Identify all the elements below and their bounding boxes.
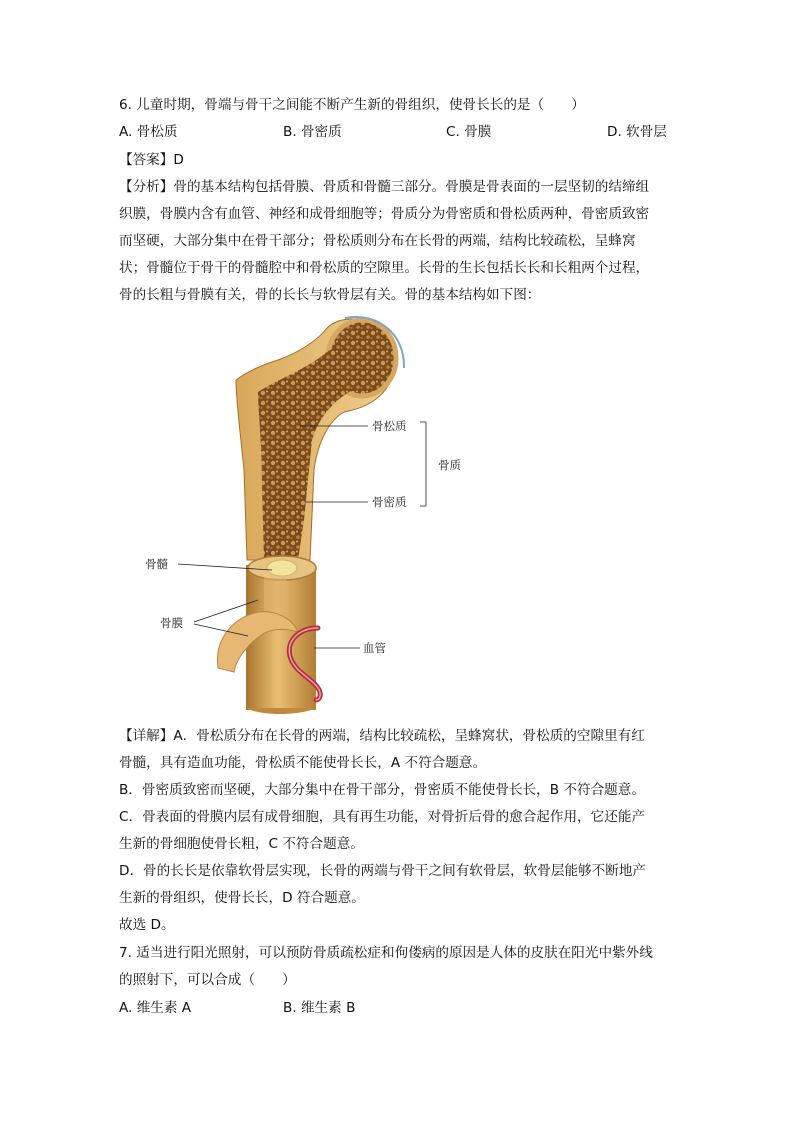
detail-line-2: 骨髓，具有造血功能，骨松质不能使骨长长，A 不符合题意。 <box>119 755 487 771</box>
q6-option-a: A. 骨松质 <box>119 124 178 140</box>
analysis-line-1: 【分析】骨的基本结构包括骨膜、骨质和骨髓三部分。骨膜是骨表面的一层坚韧的结缔组 <box>119 179 650 195</box>
detail-line-8: 故选 D。 <box>119 917 175 933</box>
question-6-stem: 6. 儿童时期，骨端与骨干之间能不断产生新的骨组织，使骨长长的是（ ） <box>119 97 585 113</box>
detail-line-7: 生新的骨组织，使骨长长，D 符合题意。 <box>119 890 365 906</box>
question-7-stem-line-1: 7. 适当进行阳光照射，可以预防骨质疏松症和佝偻病的原因是人体的皮肤在阳光中紫外线 <box>119 945 653 961</box>
label-bone-substance: 骨质 <box>438 458 461 472</box>
marrow-cavity <box>267 560 297 576</box>
q7-option-a: A. 维生素 A <box>119 1000 192 1016</box>
label-cancellous-bone: 骨松质 <box>372 419 407 433</box>
q6-option-b: B. 骨密质 <box>283 124 342 140</box>
analysis-line-2: 织膜，骨膜内含有血管、神经和成骨细胞等；骨质分为骨密质和骨松质两种，骨密质致密 <box>119 206 650 222</box>
label-blood-vessel: 血管 <box>363 641 386 655</box>
detail-line-3: B．骨密质致密而坚硬，大部分集中在骨干部分，骨密质不能使骨长长，B 不符合题意。 <box>119 782 645 798</box>
q7-option-b: B. 维生素 B <box>283 1000 356 1016</box>
label-periosteum: 骨膜 <box>160 616 183 630</box>
question-7-stem-line-2: 的照射下，可以合成（ ） <box>119 972 296 988</box>
detail-line-4: C．骨表面的骨膜内层有成骨细胞，具有再生功能，对骨折后骨的愈合起作用，它还能产 <box>119 809 646 825</box>
label-bone-marrow: 骨髓 <box>145 557 168 571</box>
detail-line-6: D．骨的长长是依靠软骨层实现，长骨的两端与骨干之间有软骨层，软骨层能够不断地产 <box>119 863 647 879</box>
analysis-line-4: 状；骨髓位于骨干的骨髓腔中和骨松质的空隙里。长骨的生长包括长长和长粗两个过程， <box>119 260 650 276</box>
label-compact-bone: 骨密质 <box>372 495 407 509</box>
answer-line: 【答案】D <box>119 152 184 168</box>
analysis-line-5: 骨的长粗与骨膜有关，骨的长长与软骨层有关。骨的基本结构如下图： <box>119 287 541 303</box>
analysis-line-3: 而坚硬，大部分集中在骨干部分；骨松质则分布在长骨的两端，结构比较疏松，呈蜂窝 <box>119 233 636 249</box>
q6-option-c: C. 骨膜 <box>446 124 492 140</box>
detail-line-1: 【详解】A．骨松质分布在长骨的两端，结构比较疏松，呈蜂窝状，骨松质的空隙里有红 <box>119 728 645 744</box>
detail-line-5: 生新的骨细胞使骨长粗，C 不符合题意。 <box>119 836 364 852</box>
q6-option-d: D. 软骨层 <box>607 124 667 140</box>
